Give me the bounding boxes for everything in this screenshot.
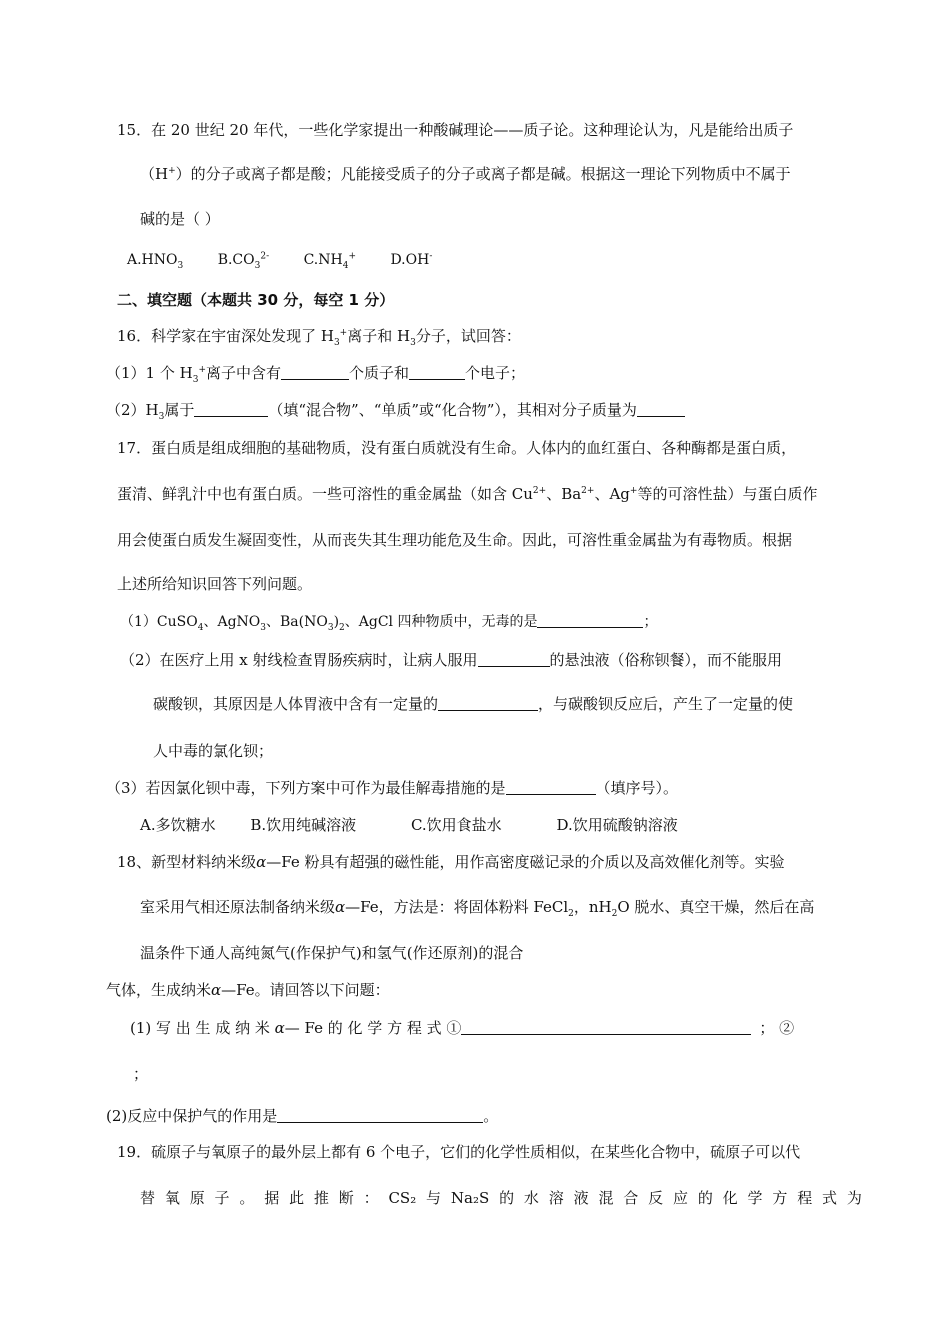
q18-blank-protective-gas[interactable] [277,1107,483,1123]
q19-line-2-token: 水 [523,1189,539,1207]
q19-line-2-token: 反 [648,1189,664,1207]
q19-line-2-token: 的 [499,1189,515,1207]
q18-line-4: 气体，生成纳米α—Fe。请回答以下问题： [106,981,390,999]
q16-sub-1: （1）1 个 $H_3^+$离子中含有 个质子和 个电子； [106,364,526,385]
q19-line-2-token: 式 [822,1189,838,1207]
q15-line-3: 碱的是（ ） [140,210,220,228]
q19-line-2-token: 溶 [548,1189,564,1207]
q17-sub-1: （1）CuSO$_4$、AgNO$_3$、$Ba(NO_3)_2$、AgCl 四种物质中，无毒的是 ； [120,614,658,633]
q19-line-2-token: 断 [338,1189,354,1207]
q19-line-2-token: 方 [772,1189,788,1207]
q17-blank-barium-meal[interactable] [478,651,550,667]
q16-blank-protons[interactable] [281,364,349,380]
q18-blank-equation-1[interactable] [461,1019,751,1035]
q19-line-2-token: 。 [239,1189,255,1207]
q17-blank-antidote[interactable] [506,779,596,795]
q17-blank-nontoxic[interactable] [537,612,643,628]
q19-line-2-token: ： [363,1189,379,1207]
q16-sub-2: $(2)H_3$属于 （填“混合物”、“单质”或“化合物”），其相对分子质量为 [106,400,685,420]
q19-line-2-token: 推 [313,1189,329,1207]
q16-blank-electrons[interactable] [409,364,465,380]
q15-line-2: （H+）的分子或离子都是酸；凡能接受质子的分子或离子都是碱。根据这一理论下列物质中不属于 [140,165,791,183]
q19-line-1: 19．硫原子与氧原子的最外层上都有 6 个电子，它们的化学性质相似，在某些化合物中，硫原子可以代 [117,1143,801,1161]
q15-options [127,250,432,270]
q19-line-2-token: 据 [264,1189,280,1207]
q19-line-2-token: 原 [189,1189,205,1207]
q19-line-2 [140,1188,862,1208]
q17-sub-3: （3）若因氯化钡中毒，下列方案中可作为最佳解毒措施的是 （填序号）。 [106,779,679,797]
q16-line-1: 16．科学家在宇宙深处发现了 $H_3^+$离子和 $H_3$分子，试回答： [117,327,521,348]
q18-sub-1-cont: ； [133,1065,149,1083]
q18-sub-1: (1) 写 出 生 成 纳 米 α— Fe 的 化 学 方 程 式 ① ； ② [130,1019,795,1037]
q19-line-2-token: 合 [623,1189,639,1207]
q17-line-1: 17．蛋白质是组成细胞的基础物质，没有蛋白质就没有生命。人体内的血红蛋白、各种酶都是蛋白质， [117,439,797,457]
q19-line-2-token: 液 [573,1189,589,1207]
q18-line-3: 温条件下通人高纯氮气(作保护气)和氢气(作还原剂)的混合 [140,944,524,962]
q19-line-2-token: 混 [598,1189,614,1207]
q17-option-d[interactable]: D.饮用硫酸钠溶液 [556,816,678,834]
q19-line-2-token: 此 [289,1189,305,1207]
q15-option-a[interactable]: $A.HNO_3$ [127,252,184,271]
q17-options [140,815,678,835]
section-2-heading: 二、填空题（本题共 30 分，每空 1 分） [117,291,395,309]
q17-line-3: 用会使蛋白质发生凝固变性，从而丧失其生理功能危及生命。因此，可溶性重金属盐为有毒物质。根据 [117,531,793,549]
q16-blank-mass[interactable] [637,401,685,417]
q19-line-2-token: 的 [697,1189,713,1207]
q17-sub-2-line-2: 碳酸钡，其原因是人体胃液中含有一定量的 ，与碳酸钡反应后，产生了一定量的使 [153,695,794,713]
q16-blank-type[interactable] [194,401,268,417]
q19-line-2-token: 学 [747,1189,763,1207]
q19-line-2-token: 程 [797,1189,813,1207]
q18-line-1: 18、新型材料纳米级α—Fe 粉具有超强的磁性能，用作高密度磁记录的介质以及高效催化剂等。实验 [117,853,785,871]
q17-option-c[interactable]: C.饮用食盐水 [410,816,502,834]
q17-sub-2-line-1: （2）在医疗上用 x 射线检查胃肠疾病时，让病人服用 的悬浊液（俗称钡餐），而不能服用 [120,651,783,669]
q17-line-4: 上述所给知识回答下列问题。 [117,575,313,593]
q17-option-b[interactable]: B.饮用纯碱溶液 [250,816,357,834]
q19-line-2-token: CS₂ [388,1189,417,1207]
q15-line-1: 15．在 20 世纪 20 年代，一些化学家提出一种酸碱理论——质子论。这种理论认为，凡是能给出质子 [117,121,794,139]
q19-line-2-token: 化 [722,1189,738,1207]
q19-line-2-token: 替 [140,1189,156,1207]
q19-line-2-token: 氧 [164,1189,180,1207]
q19-line-2-token: Na₂S [450,1189,490,1207]
q19-line-2-token: 与 [426,1189,442,1207]
q19-line-2-token: 应 [672,1189,688,1207]
q17-option-a[interactable]: A.多饮糖水 [140,816,216,834]
q19-line-2-token: 子 [214,1189,230,1207]
q15-option-d[interactable]: D.OH- [390,251,433,268]
q17-blank-gastric-acid[interactable] [438,695,538,711]
q15-option-b[interactable]: $B.CO_3^{2-}$ [217,251,270,271]
q15-option-c[interactable]: $C.NH_4^+$ [303,251,356,271]
q17-line-2: 蛋清、鲜乳汁中也有蛋白质。一些可溶性的重金属盐（如含 $Cu^{2+}$、$Ba^{2+}$、Ag+等的可溶性盐）与蛋白质作 [117,485,818,503]
q18-sub-2: (2)反应中保护气的作用是 。 [106,1107,499,1125]
q18-line-2: 室采用气相还原法制备纳米级α—Fe，方法是：将固体粉料 FeCl$_2$，$nH_2O$ 脱水、真空干燥，然后在高 [140,898,815,919]
q17-sub-2-line-3: 人中毒的氯化钡； [153,742,274,760]
q19-line-2-token: 为 [846,1189,862,1207]
